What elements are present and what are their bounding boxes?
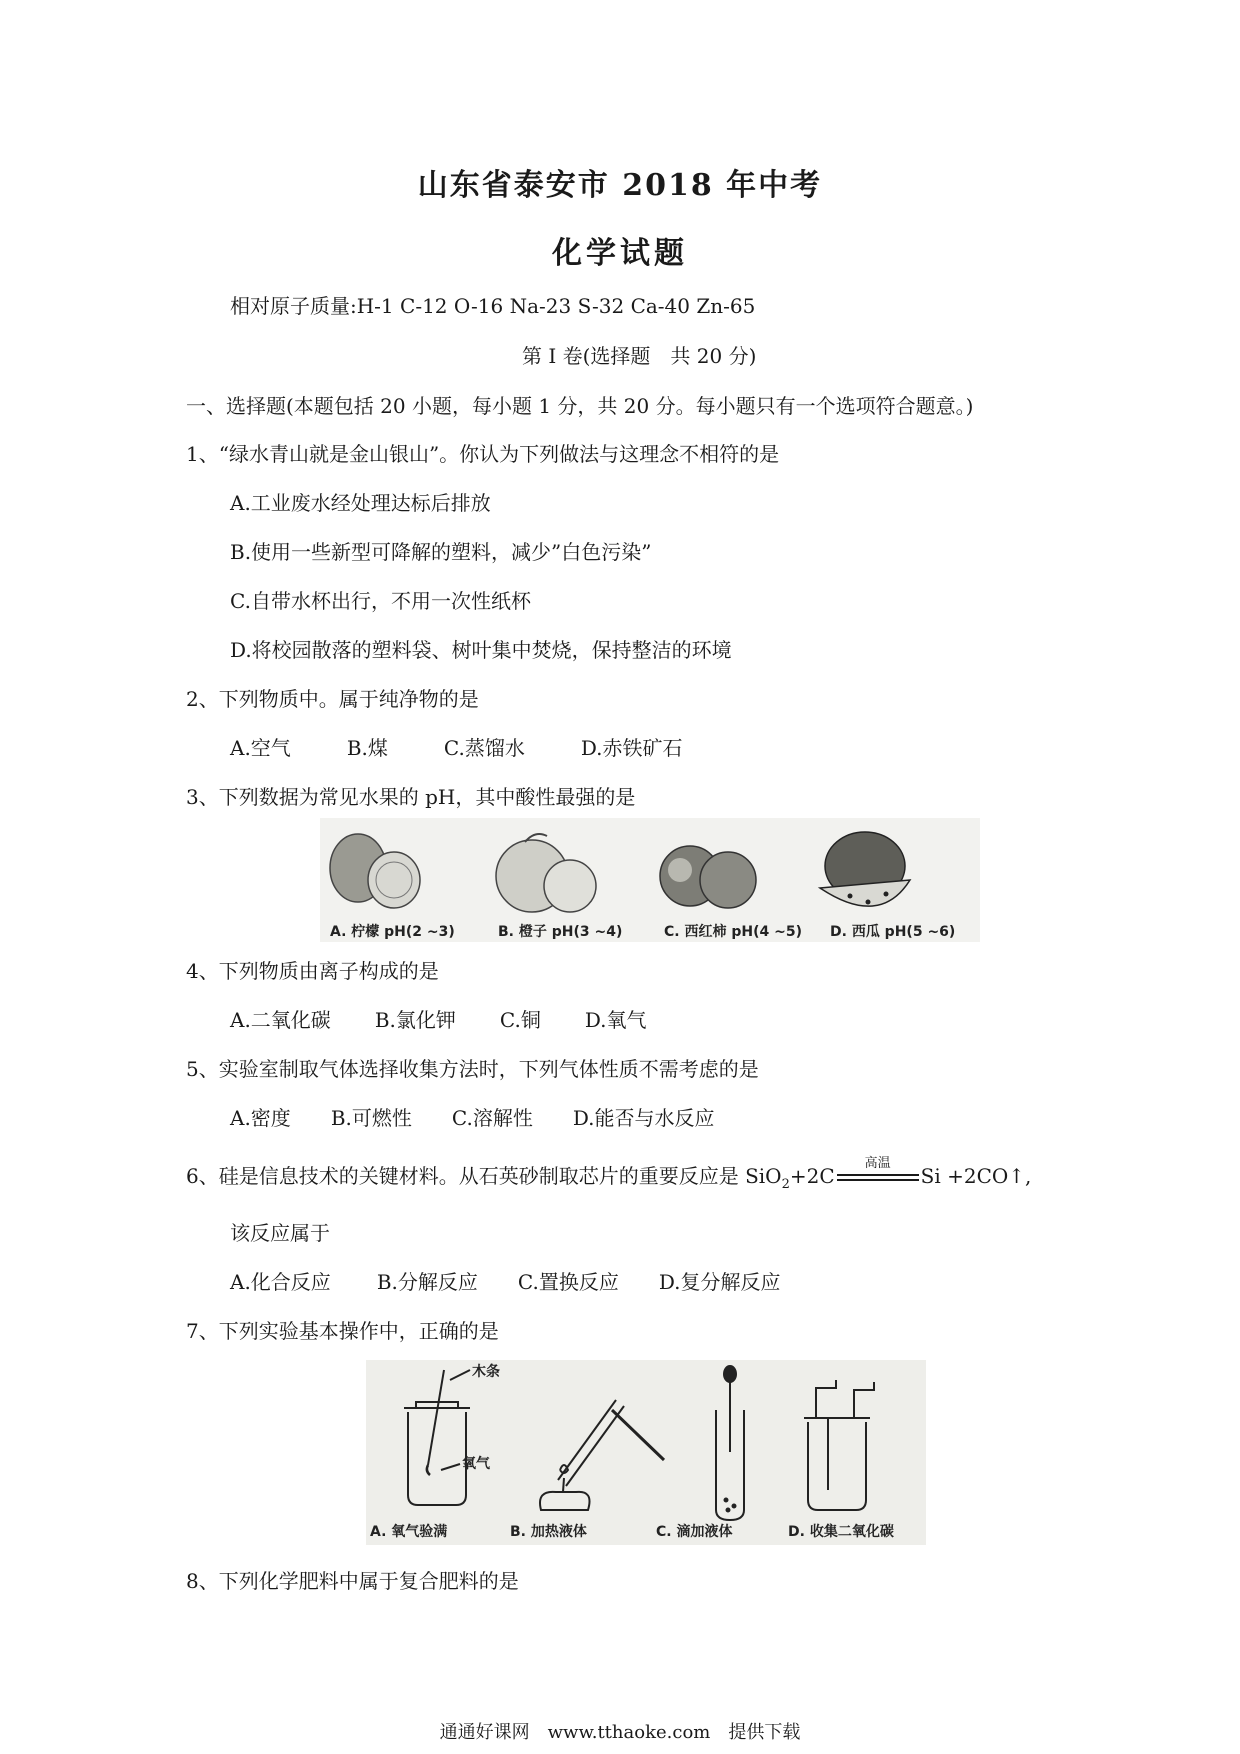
q4-option-c: C.铜	[499, 1008, 541, 1032]
exam-subtitle: 化学试题	[552, 236, 688, 271]
q3-caption-a: A. 柠檬 pH(2 ~3)	[330, 924, 455, 940]
q3-caption-b: B. 橙子 pH(3 ~4)	[498, 924, 623, 940]
q6-option-d: D.复分解反应	[658, 1270, 781, 1294]
q7-caption-a: A. 氧气验满	[370, 1524, 448, 1540]
q6-continuation: 该反应属于	[230, 1221, 330, 1245]
q3-caption-d: D. 西瓜 pH(5 ~6)	[830, 924, 956, 940]
q5-stem: 5、实验室制取气体选择收集方法时，下列气体性质不需考虑的是	[186, 1057, 759, 1081]
q6-stem-text: 6、硅是信息技术的关键材料。从石英砂制取芯片的重要反应是 SiO	[186, 1164, 782, 1188]
q2-options	[230, 732, 739, 761]
q4-option-d: D.氧气	[584, 1008, 647, 1032]
tomato-image	[660, 846, 756, 908]
q6-stem	[186, 1155, 1032, 1192]
q1-option-a: A.工业废水经处理达标后排放	[230, 491, 491, 515]
q5-option-d: D.能否与水反应	[572, 1106, 715, 1130]
q7-caption-d: D. 收集二氧化碳	[788, 1524, 894, 1540]
q6-reaction-arrow	[835, 1155, 921, 1188]
q7-stem: 7、下列实验基本操作中，正确的是	[186, 1319, 499, 1343]
q1-option-b: B.使用一些新型可降解的塑料，减少”白色污染”	[230, 540, 652, 564]
q8-stem: 8、下列化学肥料中属于复合肥料的是	[186, 1569, 519, 1593]
fruit-ph-figure	[320, 818, 980, 942]
q7-caption-b: B. 加热液体	[510, 1524, 587, 1540]
q2-option-a: A.空气	[230, 736, 291, 760]
q6-condition: 高温	[864, 1155, 891, 1171]
q2-stem: 2、下列物质中。属于纯净物的是	[186, 687, 479, 711]
q1-option-d: D.将校园散落的塑料袋、树叶集中焚烧，保持整洁的环境	[230, 638, 732, 662]
q2-option-d: D.赤铁矿石	[580, 736, 683, 760]
q7-caption-c: C. 滴加液体	[656, 1524, 733, 1540]
q4-stem: 4、下列物质由离子构成的是	[186, 959, 439, 983]
q5-option-b: B.可燃性	[330, 1106, 412, 1130]
q4-option-b: B.氯化钾	[374, 1008, 456, 1032]
page-footer: 通通好课网 www.tthaoke.com 提供下载	[439, 1722, 801, 1743]
q3-stem: 3、下列数据为常见水果的 pH，其中酸性最强的是	[186, 785, 636, 809]
exam-title: 山东省泰安市 2018 年中考	[417, 168, 823, 203]
q3-caption-c: C. 西红柿 pH(4 ~5)	[664, 924, 802, 940]
q2-option-c: C.蒸馏水	[443, 736, 525, 760]
q1-option-c: C.自带水杯出行，不用一次性纸杯	[230, 589, 531, 613]
label-stick: 木条	[472, 1364, 500, 1380]
q1-stem: 1、“绿水青山就是金山银山”。你认为下列做法与这理念不相符的是	[186, 442, 780, 466]
q6-options	[230, 1266, 837, 1295]
q5-option-c: C.溶解性	[451, 1106, 533, 1130]
label-oxygen: 氧气	[462, 1456, 490, 1472]
q6-subscript: 2	[781, 1177, 790, 1192]
q6-option-a: A.化合反应	[230, 1270, 331, 1294]
q5-option-a: A.密度	[230, 1106, 291, 1130]
instructions: 一、选择题(本题包括 20 小题，每小题 1 分，共 20 分。每小题只有一个选项符合题意。)	[186, 394, 974, 418]
q2-option-b: B.煤	[346, 736, 388, 760]
section-heading: 第 I 卷(选择题 共 20 分)	[522, 344, 757, 368]
q4-options	[230, 1004, 703, 1033]
q6-option-c: C.置换反应	[517, 1270, 619, 1294]
q6-products: Si +2CO↑,	[920, 1164, 1032, 1188]
atomic-masses: 相对原子质量:H-1 C-12 O-16 Na-23 S-32 Ca-40 Zn-65	[230, 294, 756, 318]
q6-reactant-c: +2C	[789, 1164, 835, 1188]
q5-options	[230, 1102, 771, 1131]
lab-operations-figure	[366, 1360, 926, 1545]
q4-option-a: A.二氧化碳	[230, 1008, 331, 1032]
q6-option-b: B.分解反应	[376, 1270, 478, 1294]
